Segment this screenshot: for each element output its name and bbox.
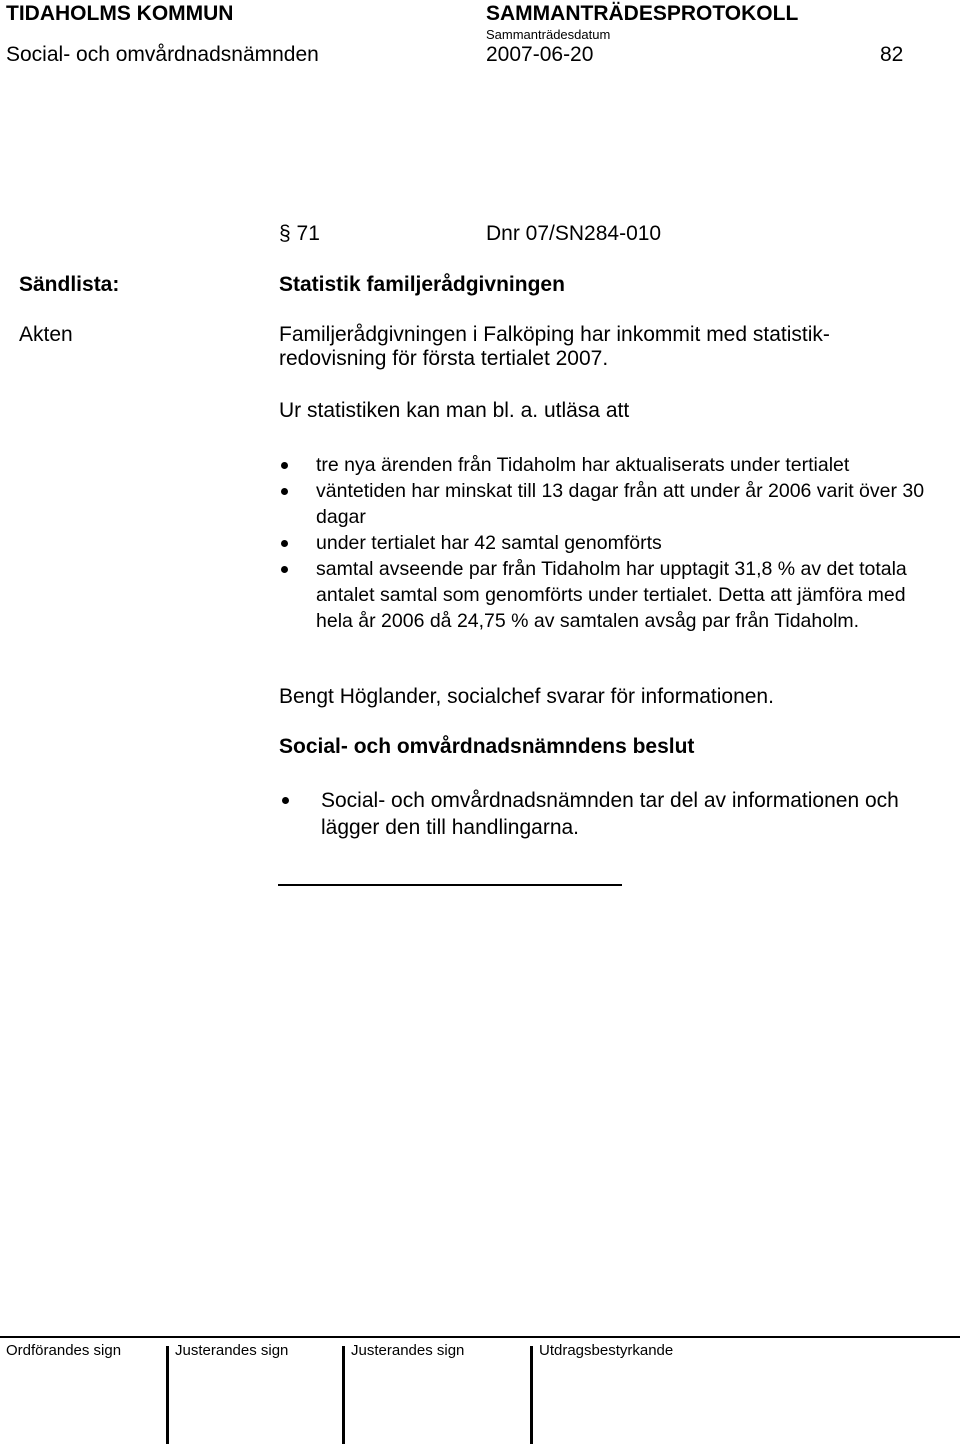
list-item bbox=[279, 452, 939, 478]
distribution-recipient: Akten bbox=[19, 323, 73, 346]
list-item-text: under tertialet har 42 samtal genomförts bbox=[316, 532, 662, 554]
list-item bbox=[279, 530, 939, 556]
signature-box-divider bbox=[166, 1346, 169, 1444]
statistics-list bbox=[279, 452, 939, 634]
section-end-divider bbox=[278, 884, 622, 886]
list-item-text: väntetiden har minskat till 13 dagar från att under år 2006 varit över 30 dagar bbox=[316, 480, 925, 528]
bullet-icon bbox=[281, 462, 288, 469]
intro-line: redovisning för första tertialet 2007. bbox=[279, 347, 609, 370]
bullet-icon bbox=[281, 540, 288, 547]
information-note: Bengt Höglander, socialchef svarar för informationen. bbox=[279, 685, 774, 708]
adjuster-signature-label: Justerandes sign bbox=[175, 1342, 289, 1359]
list-item-text: tre nya ärenden från Tidaholm har aktualiserats under tertialet bbox=[316, 454, 850, 476]
case-title: Statistik familjerådgivningen bbox=[279, 273, 565, 296]
document-type: SAMMANTRÄDESPROTOKOLL bbox=[486, 2, 799, 25]
page-number: 82 bbox=[880, 43, 904, 66]
bullet-icon bbox=[281, 488, 288, 495]
decision-heading: Social- och omvårdnadsnämndens beslut bbox=[279, 735, 695, 758]
distribution-list-label: Sändlista: bbox=[19, 273, 120, 296]
adjuster-signature-label: Justerandes sign bbox=[351, 1342, 465, 1359]
list-item bbox=[279, 787, 939, 841]
decision-text: Social- och omvårdnadsnämnden tar del av informationen och lägger den till handlingarna. bbox=[321, 789, 899, 839]
committee-name: Social- och omvårdnadsnämnden bbox=[6, 43, 319, 66]
lead-sentence: Ur statistiken kan man bl. a. utläsa att bbox=[279, 399, 630, 422]
certified-extract-label: Utdragsbestyrkande bbox=[539, 1342, 674, 1359]
bullet-icon bbox=[282, 797, 289, 804]
footer-divider bbox=[0, 1336, 960, 1338]
paragraph-number: § 71 bbox=[279, 222, 320, 245]
signature-box-divider bbox=[530, 1346, 533, 1444]
decision-list bbox=[279, 787, 939, 841]
bullet-icon bbox=[281, 566, 288, 573]
meeting-date-label: Sammanträdesdatum bbox=[486, 27, 611, 42]
organization-name: TIDAHOLMS KOMMUN bbox=[6, 2, 234, 25]
list-item-text: samtal avseende par från Tidaholm har upptagit 31,8 % av det totala antalet samtal som genomförts under tertialet. Detta att jämföra med hela år 2006 då 24,75 % av samtalen avsåg par från Tidaholm. bbox=[316, 558, 907, 632]
case-number: Dnr 07/SN284-010 bbox=[486, 222, 662, 245]
chair-signature-label: Ordförandes sign bbox=[6, 1342, 122, 1359]
meeting-date: 2007-06-20 bbox=[486, 43, 594, 66]
list-item bbox=[279, 556, 939, 634]
intro-line: Familjerådgivningen i Falköping har inkommit med statistik- bbox=[279, 323, 830, 346]
list-item bbox=[279, 478, 939, 530]
intro-paragraph bbox=[279, 323, 830, 371]
signature-box-divider bbox=[342, 1346, 345, 1444]
